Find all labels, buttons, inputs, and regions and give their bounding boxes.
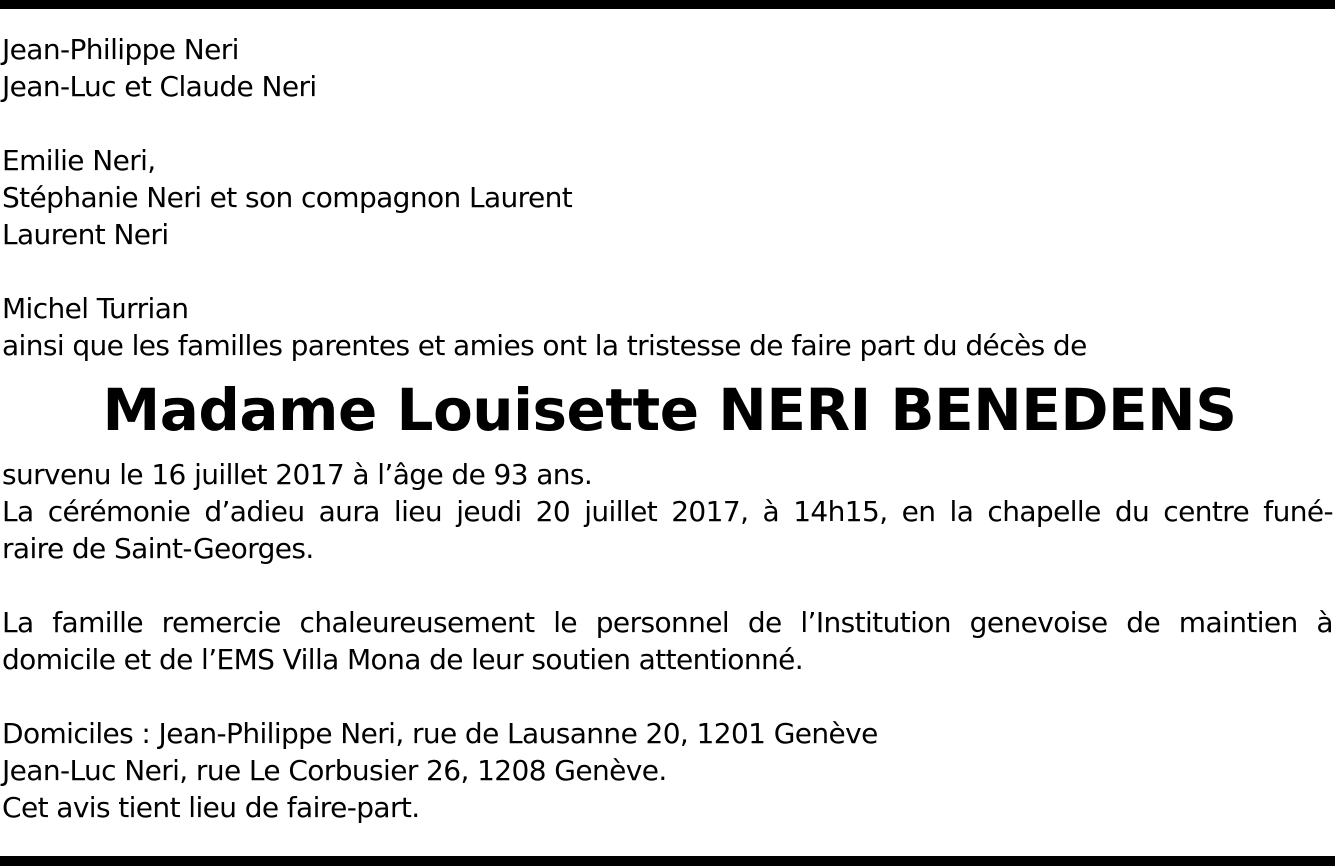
- family-member-line: Jean-Philippe Neri: [2, 33, 239, 66]
- announcement-line: ainsi que les familles parentes et amies ont la tristesse de faire part du décès de: [2, 329, 1087, 362]
- bottom-border-rule: [0, 856, 1335, 866]
- death-date-line: survenu le 16 juillet 2017 à l’âge de 93 ans.: [2, 458, 593, 491]
- family-member-line: Michel Turrian: [2, 292, 189, 325]
- paragraph-gap: [2, 678, 1333, 715]
- closing-line: Cet avis tient lieu de faire-part.: [2, 791, 420, 824]
- obituary-notice: [2, 31, 1333, 826]
- family-member-line: Emilie Neri,: [2, 144, 156, 177]
- top-border-rule: [0, 0, 1335, 9]
- paragraph-gap: [2, 253, 1333, 290]
- paragraph-gap: [2, 567, 1333, 604]
- family-member-line: Laurent Neri: [2, 218, 169, 251]
- paragraph-gap: [2, 105, 1333, 142]
- domicile-line: Domiciles : Jean-Philippe Neri, rue de Lausanne 20, 1201 Genève: [2, 717, 878, 750]
- domicile-line: Jean-Luc Neri, rue Le Corbusier 26, 1208 Genève.: [2, 754, 667, 787]
- deceased-name-heading: Madame Louisette NERI BENEDENS: [102, 376, 1237, 444]
- family-member-line: Stéphanie Neri et son compagnon Laurent: [2, 181, 573, 214]
- thanks-line: domicile et de l’EMS Villa Mona de leur soutien attentionné.: [2, 643, 804, 676]
- ceremony-line: La cérémonie d’adieu aura lieu jeudi 20 juillet 2017, à 14h15, en la chapelle du centre funé-: [2, 495, 1333, 528]
- family-member-line: Jean-Luc et Claude Neri: [2, 70, 317, 103]
- ceremony-line: raire de Saint-Georges.: [2, 532, 314, 565]
- thanks-line: La famille remercie chaleureusement le personnel de l’Institution genevoise de maintien à: [2, 606, 1333, 639]
